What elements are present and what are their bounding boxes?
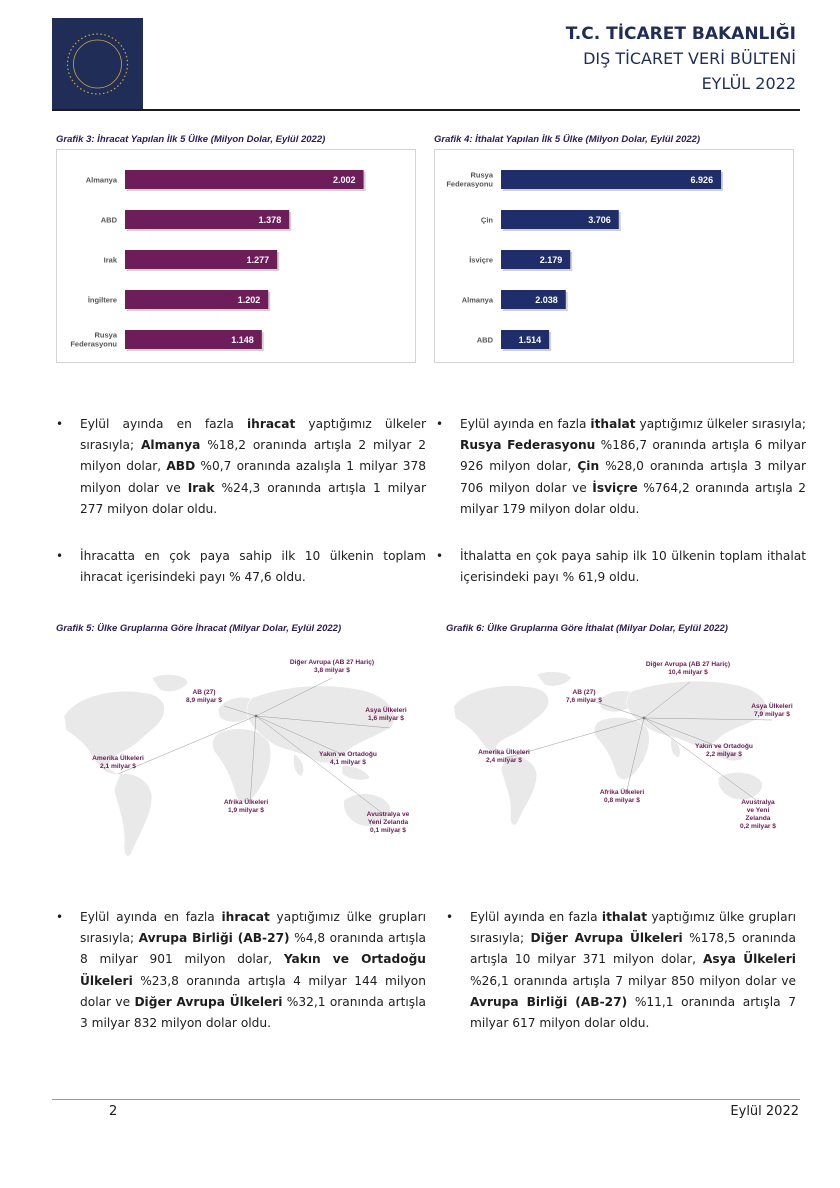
bullet-text: Eylül ayında en fazla <box>470 910 602 924</box>
chart4-category-label: ABD <box>476 335 493 345</box>
map6-landmass <box>718 772 762 799</box>
map6-landmass <box>537 672 571 686</box>
map6-landmass <box>671 739 681 758</box>
chart4-svg <box>435 150 795 364</box>
export-group-bullets <box>54 907 426 1034</box>
map6-svg <box>446 656 798 840</box>
bullet-text: Eylül ayında en fazla <box>80 417 247 431</box>
bullet-text: İhracatta en çok paya sahip ilk 10 ülkenin toplam ihracat içerisindeki payı % 47,6 oldu. <box>80 549 426 585</box>
bullet-text: %764,2 oranında artışla 2 milyar 179 milyon dolar oldu. <box>460 480 806 516</box>
chart3-value-label: 1.378 <box>258 215 282 225</box>
map6-landmass <box>454 686 549 756</box>
crescent-star-emblem-icon <box>52 18 143 110</box>
map5-region-label: Afrika Ülkeleri 1,9 milyar $ <box>223 799 269 814</box>
bullet-text: yaptığımız ülkeler sırasıyla; <box>635 417 807 431</box>
map6-region-label: AB (27) 7,6 milyar $ <box>566 689 602 704</box>
bullet-emphasis: Diğer Avrupa Ülkeleri <box>134 994 283 1009</box>
chart4-value-label: 2.179 <box>539 255 563 265</box>
bullet-item <box>444 907 796 1034</box>
map6-caption: Grafik 6: Ülke Gruplarına Göre İthalat (Milyar Dolar, Eylül 2022) <box>446 623 728 634</box>
chart3-category-label: Irak <box>103 255 117 265</box>
bullet-emphasis: ihracat <box>221 910 270 924</box>
bullet-item <box>54 546 426 588</box>
bullet-text: %18,2 oranında artışla 2 milyar 2 milyon dolar, <box>80 438 426 474</box>
bulletin-title: DIŞ TİCARET VERİ BÜLTENİ <box>583 49 796 68</box>
chart3-caption: Grafik 3: İhracat Yapılan İlk 5 Ülke (Milyon Dolar, Eylül 2022) <box>56 134 326 145</box>
bullet-text: yaptığımız ülkeler sırasıyla; <box>80 417 426 453</box>
map6-import-groups <box>446 656 798 840</box>
chart4-value-label: 2.038 <box>535 295 558 305</box>
bullet-emphasis: ABD <box>166 459 196 474</box>
chart3-category-label: İngiltere <box>87 295 117 305</box>
bullet-text: %4,8 oranında artışla 8 milyar 901 milyon dolar, <box>80 931 426 967</box>
chart4-category-label: İsviçre <box>469 255 493 265</box>
bullet-text: yaptığımız ülke grupları sırasıyla; <box>470 910 797 946</box>
chart4-value-label: 3.706 <box>588 215 611 225</box>
bullet-emphasis: Yakın ve Ortadoğu Ülkeleri <box>80 952 426 988</box>
map6-landmass <box>594 717 649 779</box>
bullet-emphasis: Çin <box>577 459 600 474</box>
bullet-emphasis: Almanya <box>141 438 201 453</box>
map6-region-label: Amerika Ülkeleri 2,4 milyar $ <box>478 749 530 764</box>
chart3-value-label: 2.002 <box>333 175 356 185</box>
footer-date: Eylül 2022 <box>730 1104 799 1119</box>
map5-landmass <box>114 774 152 857</box>
bullet-text: %26,1 oranında artışla 7 milyar 850 milyon dolar ve <box>470 973 796 988</box>
chart3-export-top5 <box>56 149 416 363</box>
map6-region-label: Diğer Avrupa (AB 27 Hariç) 10,4 milyar $ <box>645 661 731 676</box>
header-divider <box>52 109 800 111</box>
map5-landmass <box>342 766 370 780</box>
chart4-category-label: Rusya Federasyonu <box>446 170 493 189</box>
export-bullets <box>54 414 426 588</box>
bullet-text: %11,1 oranında artışla 7 milyar 617 milyon dolar oldu. <box>470 994 796 1031</box>
bullet-text: %24,3 oranında artışla 1 milyar 277 milyon dolar oldu. <box>80 480 426 516</box>
chart3-value-label: 1.202 <box>237 295 261 305</box>
bullet-emphasis: Diğer Avrupa Ülkeleri <box>530 931 683 946</box>
chart3-value-label: 1.277 <box>246 255 270 265</box>
bullet-text: %0,7 oranında azalışla 1 milyar 378 milyon dolar ve <box>80 459 426 495</box>
map5-region-label: Yakın ve Ortadoğu 4,1 milyar $ <box>319 751 377 766</box>
bullet-text: yaptığımız ülke grupları sırasıyla; <box>80 910 427 946</box>
chart3-category-label: Almanya <box>85 175 117 185</box>
chart4-category-label: Çin <box>480 215 493 225</box>
bullet-emphasis: Avrupa Birliği (AB-27) <box>138 931 290 946</box>
chart3-svg <box>57 150 417 364</box>
bullet-text: İthalatta en çok paya sahip ilk 10 ülkenin toplam ithalat içerisindeki payı % 61,9 oldu. <box>460 549 806 585</box>
bullet-text: %186,7 oranında artışla 6 milyar 926 milyon dolar, <box>460 438 806 474</box>
map5-region-label: Amerika Ülkeleri 2,1 milyar $ <box>92 755 144 770</box>
map5-region-label: Asya Ülkeleri 1,6 milyar $ <box>365 707 407 722</box>
map6-region-label: Yakın ve Ortadoğu 2,2 milyar $ <box>695 743 753 758</box>
chart3-bar <box>125 170 364 189</box>
map5-landmass <box>152 675 188 692</box>
ministry-logo <box>52 18 143 110</box>
chart3-value-label: 1.148 <box>231 335 254 345</box>
map5-landmass <box>213 729 271 803</box>
map5-region-label: Avustralya ve Yeni Zelanda 0,1 milyar $ <box>366 811 410 834</box>
map5-svg <box>56 656 428 874</box>
bullet-text: Eylül ayında en fazla <box>460 417 591 431</box>
bullet-emphasis: Avrupa Birliği (AB-27) <box>470 994 628 1009</box>
bullet-emphasis: ithalat <box>590 417 636 431</box>
map6-region-label: Afrika Ülkeleri 0,8 milyar $ <box>599 789 645 804</box>
import-group-bullets <box>444 907 796 1034</box>
map6-region-label: Avustralya ve Yeni Zelanda 0,2 milyar $ <box>740 799 776 830</box>
bullet-text: %32,1 oranında artışla 3 milyar 832 milyon dolar oldu. <box>80 994 426 1031</box>
bullet-text: %28,0 oranında artışla 3 milyar 706 milyon dolar ve <box>460 459 807 495</box>
map5-caption: Grafik 5: Ülke Gruplarına Göre İhracat (Milyar Dolar, Eylül 2022) <box>56 623 342 634</box>
chart4-value-label: 6.926 <box>690 175 714 185</box>
map5-export-groups <box>56 656 428 874</box>
chart4-value-label: 1.514 <box>518 335 542 345</box>
bullet-item <box>54 907 426 1034</box>
bullet-text: %23,8 oranında artışla 4 milyar 144 milyon dolar ve <box>80 973 426 1009</box>
bullet-emphasis: Irak <box>187 480 215 495</box>
bullet-emphasis: ihracat <box>246 417 296 431</box>
bullet-emphasis: ithalat <box>601 910 648 924</box>
chart4-caption: Grafik 4: İthalat Yapılan İlk 5 Ülke (Milyon Dolar, Eylül 2022) <box>434 134 701 145</box>
map6-region-label: Asya Ülkeleri 7,9 milyar $ <box>751 703 793 718</box>
chart3-category-label: ABD <box>100 215 117 225</box>
bullet-text: Eylül ayında en fazla <box>80 910 222 924</box>
chart3-category-label: Rusya Federasyonu <box>70 330 117 349</box>
map6-turkey-hub <box>643 717 646 720</box>
import-bullets <box>434 414 806 588</box>
map5-landmass <box>293 754 303 776</box>
bullet-item <box>434 414 806 520</box>
map6-landmass <box>501 755 537 825</box>
bullet-emphasis: İsviçre <box>592 480 638 495</box>
chart4-bar <box>501 170 721 189</box>
bulletin-period: EYLÜL 2022 <box>701 74 796 93</box>
bullet-text: %178,5 oranında artışla 10 milyar 371 milyon dolar, <box>470 931 797 967</box>
bullet-emphasis: Rusya Federasyonu <box>460 438 596 453</box>
page-number: 2 <box>109 1104 118 1119</box>
map5-region-label: AB (27) 8,9 milyar $ <box>186 689 222 704</box>
chart4-import-top5 <box>434 149 794 363</box>
bullet-item <box>434 546 806 588</box>
footer-divider <box>52 1099 800 1100</box>
map5-turkey-hub <box>255 715 258 718</box>
ministry-name: T.C. TİCARET BAKANLIĞI <box>565 24 796 44</box>
bullet-emphasis: Asya Ülkeleri <box>703 952 796 967</box>
bullet-item <box>54 414 426 520</box>
map5-region-label: Diğer Avrupa (AB 27 Hariç) 3,8 milyar $ <box>289 659 375 674</box>
chart4-category-label: Almanya <box>461 295 493 305</box>
